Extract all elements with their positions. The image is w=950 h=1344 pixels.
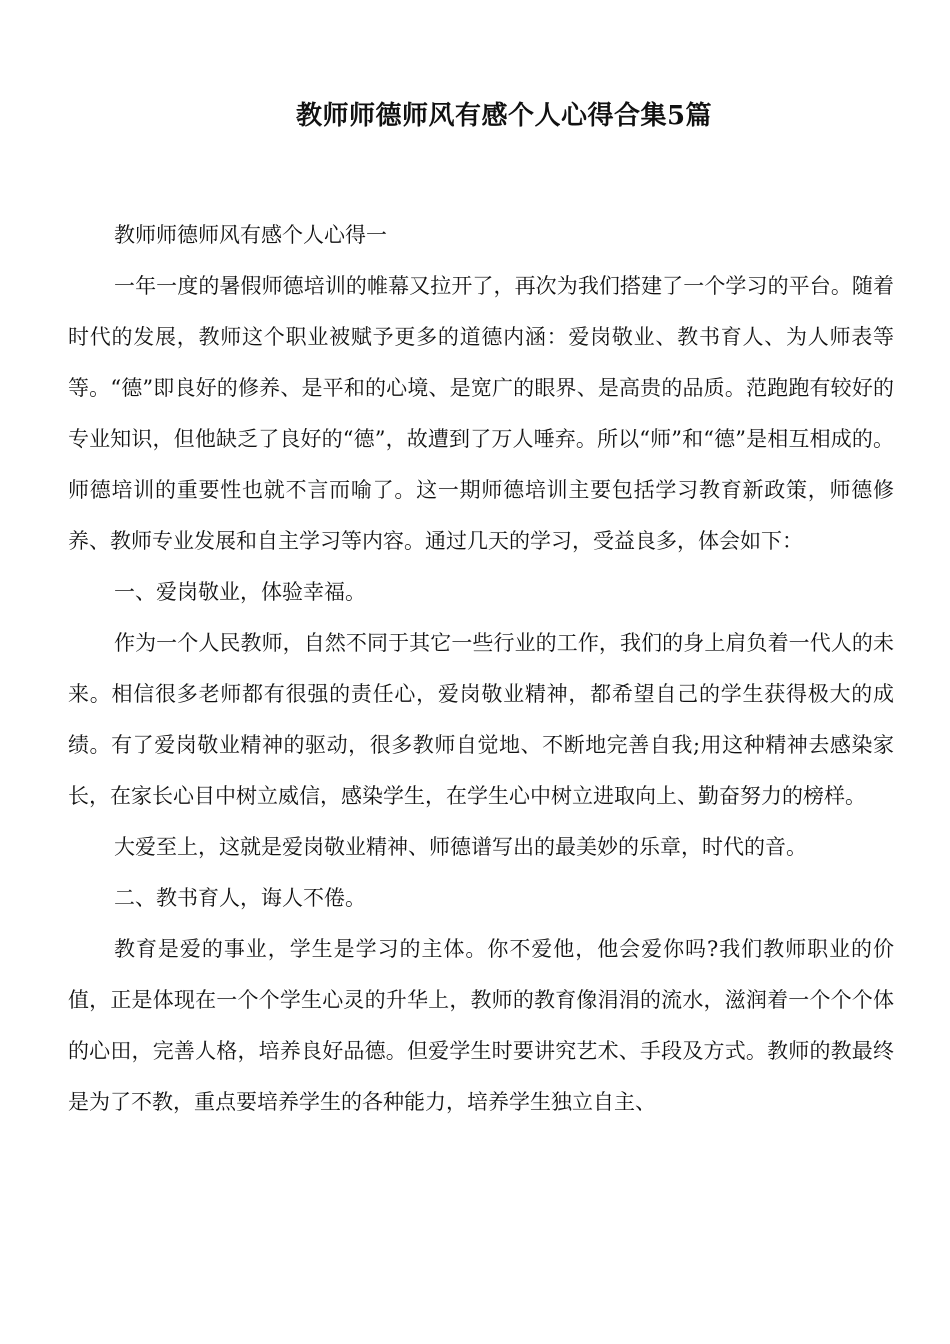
body-paragraph: 大爱至上，这就是爱岗敬业精神、师德谱写出的最美妙的乐章，时代的音。 bbox=[114, 835, 807, 859]
body-paragraph: 教育是爱的事业，学生是学习的主体。你不爱他，他会爱你吗?我们教师职业的价值，正是体现在一个个学生心灵的升华上，教师的教育像涓涓的流水，滋润着一个个个体的心田，完善人格，培养良好品德。但爱学生时要讲究艺术、手段及方式。教师的教最终是为了不教，重点要培养学生的各种能力，培养学生独立自主、 bbox=[68, 937, 894, 1114]
body-paragraph: 作为一个人民教师，自然不同于其它一些行业的工作，我们的身上肩负着一代人的未来。相信很多老师都有很强的责任心，爱岗敬业精神，都希望自己的学生获得极大的成绩。有了爱岗敬业精神的驱动，很多教师自觉地、不断地完善自我;用这种精神去感染家长，在家长心目中树立威信，感染学生，在学生心中树立进取向上、勤奋努力的榜样。 bbox=[68, 631, 894, 808]
point-heading: 二、教书育人，诲人不倦。 bbox=[114, 886, 366, 910]
point-heading: 一、爱岗敬业，体验幸福。 bbox=[114, 580, 366, 604]
section-heading: 教师师德师风有感个人心得一 bbox=[114, 223, 387, 247]
body-paragraph: 一年一度的暑假师德培训的帷幕又拉开了，再次为我们搭建了一个学习的平台。随着时代的发展，教师这个职业被赋予更多的道德内涵：爱岗敬业、教书育人、为人师表等等。“德”即良好的修养、是平和的心境、是宽广的眼界、是高贵的品质。范跑跑有较好的专业知识，但他缺乏了良好的“德”，故遭到了万人唾弃。所以“师”和“德”是相互相成的。师德培训的重要性也就不言而喻了。这一期师德培训主要包括学习教育新政策，师德修养、教师专业发展和自主学习等内容。通过几天的学习，受益良多，体会如下： bbox=[68, 274, 894, 553]
document-title: 教师师德师风有感个人心得合集5篇 bbox=[295, 101, 713, 131]
document-body bbox=[68, 210, 894, 1128]
